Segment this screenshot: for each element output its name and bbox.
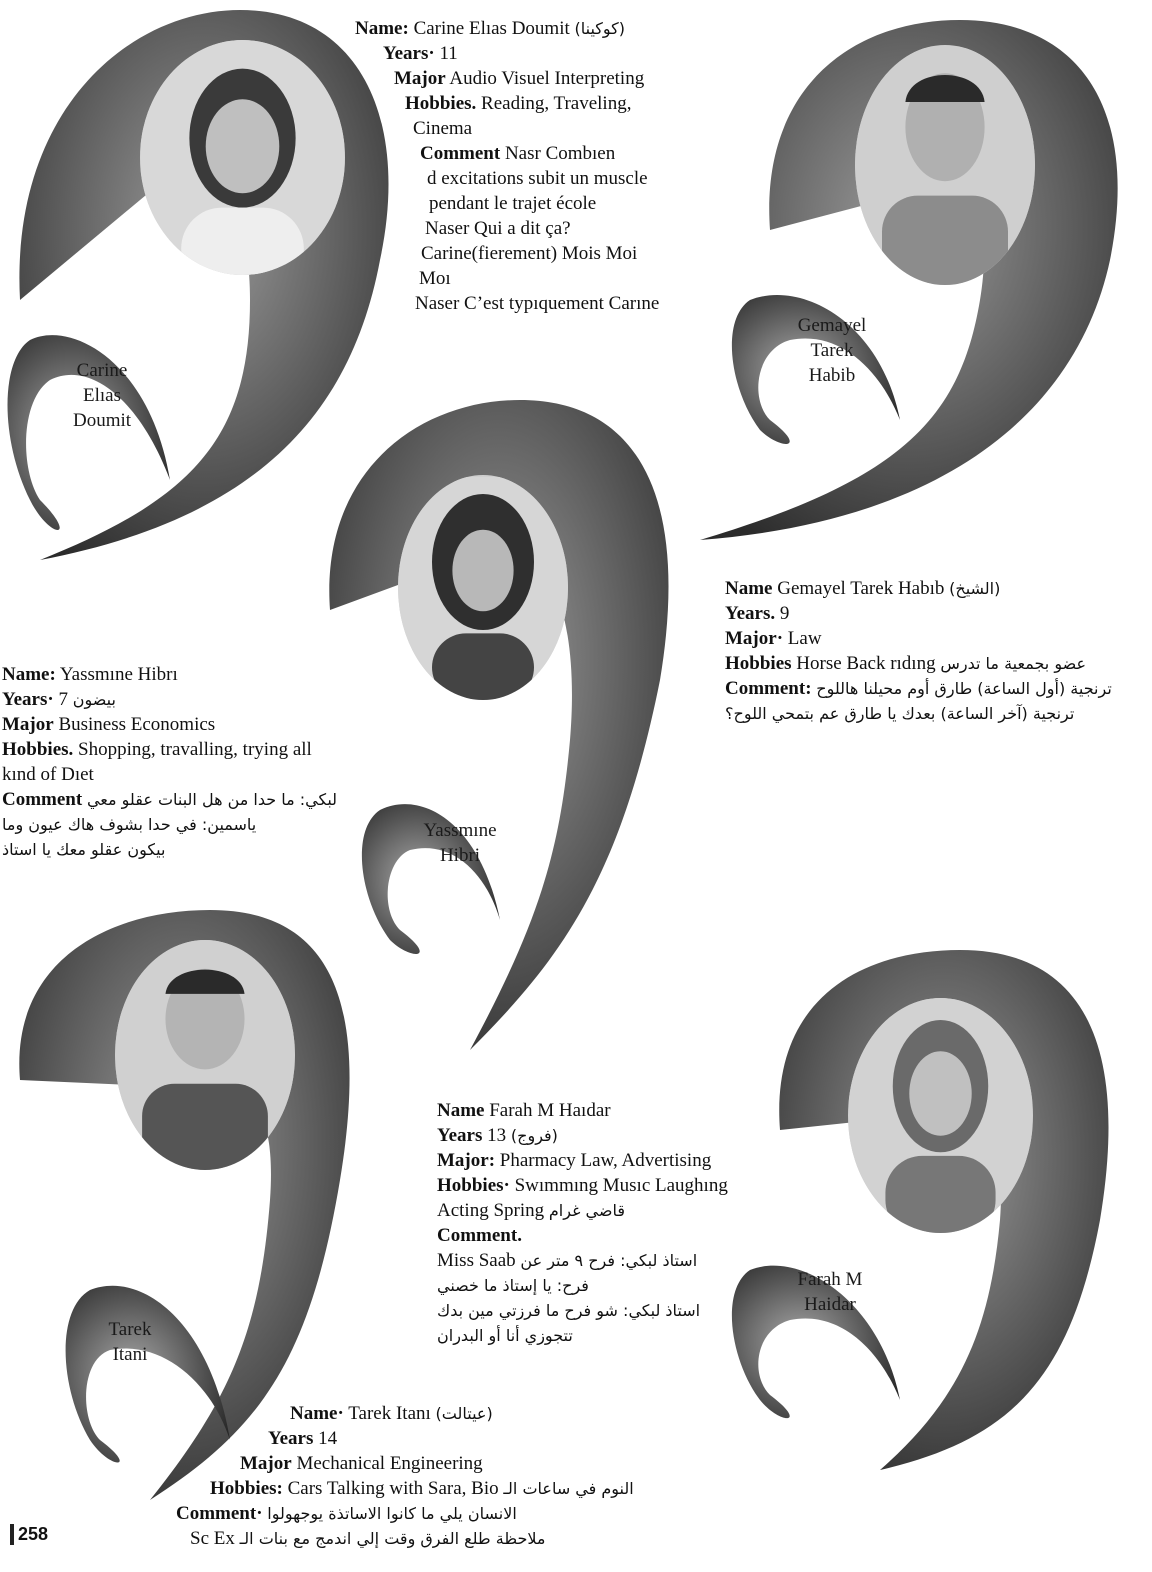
bio-label: Years· [383, 43, 435, 64]
bio-tarek [0, 1401, 634, 1551]
bio-label: Years [437, 1125, 483, 1146]
bio-row [0, 712, 337, 737]
bio-value: Miss Saab [437, 1250, 516, 1271]
bio-value: Yassmıne Hibrı [59, 664, 178, 685]
bio-value: Naser C’est typıquement Carıne [415, 293, 660, 314]
bio-arabic-text: ملاحظة طلع الفرق وقت إلي اندمج مع بنات الـ [239, 1529, 546, 1548]
bio-row [0, 116, 659, 141]
bio-row [0, 662, 337, 687]
bio-value: Pharmacy Law, Advertising [499, 1150, 712, 1171]
bio-yassmine [0, 662, 337, 862]
bio-value: Law [787, 628, 822, 649]
bio-arabic-text: ترنجية (أول الساعة) طارق أوم محيلنا هاللوح [816, 679, 1112, 698]
bio-arabic-text: الانسان يلي ما كانوا الاساتذة يوجهولوا [267, 1504, 517, 1523]
bio-value: kınd of Dıet [2, 764, 94, 785]
bio-value: Horse Back rıdıng [796, 653, 936, 674]
bio-row [0, 1098, 728, 1123]
caption-carine: Carine Elıas Doumit [72, 360, 132, 431]
bio-label: Years· [2, 689, 54, 710]
bio-row [0, 1451, 634, 1476]
bio-carine [0, 16, 659, 316]
bio-label: Name: [2, 664, 56, 685]
bio-row [0, 787, 337, 812]
caption-yassmine: Yassmıne Hibri [423, 820, 497, 866]
bio-value: Nasr Combıen [504, 143, 616, 164]
bio-row [0, 1476, 634, 1501]
bio-row [0, 1501, 634, 1526]
bio-label: Hobbies [725, 653, 792, 674]
bio-value: pendant le trajet école [429, 193, 597, 214]
bio-label: Hobbies. [405, 93, 477, 114]
bio-value: 14 [318, 1428, 338, 1449]
bio-row [0, 837, 337, 862]
bio-row [0, 16, 659, 41]
bio-arabic-text: عضو بجمعية ما تدرس [940, 654, 1086, 673]
bio-label: Major [2, 714, 54, 735]
bio-row [0, 1323, 728, 1348]
bio-arabic-text: استاذ لبكي: فرح ٩ متر عن [520, 1251, 698, 1270]
bio-label: Major [394, 68, 446, 89]
bio-value: d excitations subit un muscle [427, 168, 648, 189]
bio-label: Major: [437, 1150, 496, 1171]
bio-farah [0, 1098, 728, 1348]
bio-arabic-text: فرح: يا إستاذ ما خصني [437, 1276, 589, 1295]
bio-value: Gemayel Tarek Habıb [777, 578, 945, 599]
bio-label: Comment [2, 789, 83, 810]
bio-row [0, 1173, 728, 1198]
bio-value: Carine(fierement) Mois Moi [421, 243, 638, 264]
bio-value: Moı [419, 268, 451, 289]
bio-value: Acting Spring [437, 1200, 545, 1221]
bio-value: 13 [487, 1125, 507, 1146]
bio-value: Cars Talking with Sara, Bio [287, 1478, 499, 1499]
bio-label: Hobbies· [437, 1175, 510, 1196]
bio-label: Hobbies. [2, 739, 74, 760]
bio-arabic-text: استاذ لبكي: شو فرح ما فرزتي مين بدك [437, 1301, 701, 1320]
bio-row [0, 66, 659, 91]
bio-arabic-text: بيكون عقلو معك يا استاذ [2, 840, 166, 859]
bio-value: Audio Visuel Interpreting [449, 68, 645, 89]
bio-arabic-text: ترنجية (آخر الساعة) بعدك يا طارق عم بتمحي اللوح؟ [725, 704, 1075, 723]
bio-row [0, 1148, 728, 1173]
bio-label: Years [268, 1428, 314, 1449]
bio-row [0, 812, 337, 837]
bio-arabic-text: بيضون [72, 690, 116, 709]
bio-row [0, 291, 659, 316]
bio-value: Swımmıng Musıc Laughıng [514, 1175, 728, 1196]
bio-label: Comment. [437, 1225, 522, 1246]
bio-row [0, 1198, 728, 1223]
bio-label: Comment· [176, 1503, 263, 1524]
bio-value: Sc Ex [190, 1528, 235, 1549]
bio-row [0, 166, 659, 191]
bio-label: Years. [725, 603, 776, 624]
bio-row [0, 1526, 634, 1551]
bio-row [0, 1273, 728, 1298]
bio-label: Name: [355, 18, 409, 39]
bio-label: Name· [290, 1403, 344, 1424]
bio-row [0, 1298, 728, 1323]
bio-value: Cinema [413, 118, 473, 139]
bio-arabic-text: ياسمين: في حدا بشوف هاك عيون وما [2, 815, 257, 834]
bio-arabic-text: لبكي: ما حدا من هل البنات عقلو معي [86, 790, 338, 809]
bio-row [0, 1223, 728, 1248]
bio-row [0, 1248, 728, 1273]
portrait-photo-gemayel [855, 45, 1035, 285]
bio-row [0, 626, 1112, 651]
bio-value: Naser Qui a dit ça? [425, 218, 571, 239]
bio-row [0, 601, 1112, 626]
bio-row [0, 191, 659, 216]
bio-value: Tarek Itanı [348, 1403, 431, 1424]
caption-tarek: Tarek Itani [108, 1319, 152, 1365]
bio-label: Comment: [725, 678, 812, 699]
bio-value: Reading, Traveling, [481, 93, 632, 114]
portrait-photo-farah [848, 998, 1033, 1233]
bio-row [0, 687, 337, 712]
bio-arabic-text: قاضي غرام [548, 1201, 625, 1220]
bio-value: Farah M Haıdar [489, 1100, 611, 1121]
bio-arabic-text: (فروج) [510, 1126, 558, 1145]
bio-value: 7 [58, 689, 68, 710]
bio-value: Shopping, travalling, trying all [78, 739, 312, 760]
bio-row [0, 1426, 634, 1451]
bio-value: 9 [779, 603, 790, 624]
bio-label: Name [437, 1100, 485, 1121]
bio-row [0, 91, 659, 116]
bio-row [0, 216, 659, 241]
caption-farah: Farah M Haidar [797, 1269, 863, 1315]
bio-arabic-text: (كوكينا) [574, 19, 626, 38]
bio-arabic-text: (عيتالت) [435, 1404, 493, 1423]
bio-label: Hobbies: [210, 1478, 283, 1499]
bio-row [0, 1401, 634, 1426]
caption-gemayel: Gemayel Tarek Habib [797, 315, 867, 386]
page-number: 258 [10, 1524, 48, 1545]
bio-row [0, 762, 337, 787]
bio-label: Major [240, 1453, 292, 1474]
bio-row [0, 576, 1112, 601]
bio-row [0, 1123, 728, 1148]
bio-row [0, 266, 659, 291]
bio-label: Comment [420, 143, 501, 164]
bio-row [0, 141, 659, 166]
bio-row [0, 241, 659, 266]
bio-label: Major· [725, 628, 784, 649]
bio-row [0, 41, 659, 66]
bio-arabic-text: تتجوزي أنا أو البدران [437, 1326, 573, 1345]
bio-arabic-text: (الشيخ) [949, 579, 1001, 598]
bio-value: Mechanical Engineering [296, 1453, 483, 1474]
bio-value: Carine Elıas Doumit [413, 18, 570, 39]
bio-row [0, 737, 337, 762]
bio-label: Name [725, 578, 773, 599]
bio-value: Business Economics [58, 714, 216, 735]
bio-value: 11 [439, 43, 458, 64]
bio-arabic-text: النوم في ساعات الـ [503, 1479, 634, 1498]
